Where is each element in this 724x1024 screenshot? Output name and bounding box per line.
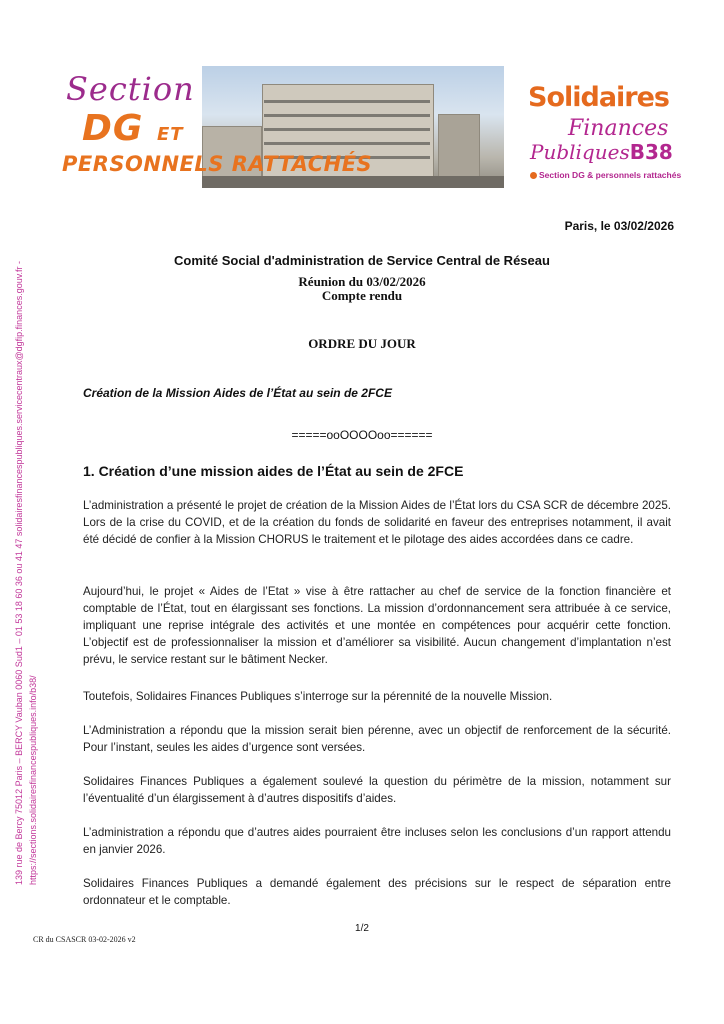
- report-subtitle: Compte rendu: [321, 288, 403, 303]
- section-heading: 1. Création d’une mission aides de l’État au sein de 2FCE: [83, 463, 464, 479]
- solidaires-logo: [524, 72, 682, 182]
- banner-dg-text: DG ET: [82, 108, 184, 149]
- logo-solidaires-text: Solidaires: [528, 82, 670, 113]
- date-line: Paris, le 03/02/2026: [564, 219, 674, 233]
- section-banner: [62, 60, 504, 188]
- paragraph: L’Administration a répondu que la mission serait bien pérenne, avec un objectif de renforcement de la sécurité. Pour l’instant, seules les aides d’urgence sont versées.: [83, 724, 671, 754]
- meeting-date-title: Réunion du 03/02/2026: [298, 274, 426, 289]
- agenda-item: Création de la Mission Aides de l’État au sein de 2FCE: [83, 386, 392, 400]
- logo-tagline: Section DG & personnels rattachés: [530, 170, 681, 180]
- separator: =====ooOOOOoo======: [291, 428, 433, 442]
- paragraph: L’administration a présenté le projet de création de la Mission Aides de l’État lors du CSA SCR de décembre 2025. Lors de la crise du COVID, et de la création du fonds de solidarité en faveur des entreprises notamment, il avait été décidé de confier à la Mission CHORUS le traitement et le pilotage des aides accordées dans ce cadre.: [83, 499, 671, 546]
- paragraph: L’administration a répondu que d’autres aides pourraient être incluses selon les conclusions d’un rapport attendu en janvier 2026.: [83, 826, 671, 856]
- paragraph: Solidaires Finances Publiques a également soulevé la question du périmètre de la mission, notamment sur l’éventualité d’un élargissement à d’autres dispositifs d’aides.: [83, 775, 671, 805]
- document-footer: CR du CSASCR 03-02-2026 v2: [33, 935, 136, 944]
- banner-personnels-text: PERSONNELS RATTACHÉS: [62, 152, 373, 176]
- logo-dot-icon: [530, 172, 537, 179]
- side-address-line: 139 rue de Bercy 75012 Paris – BERCY Vauban 0060 Sud1 – 01 53 18 60 36 ou 41 47 solidairesfinancespubliques.servicecentraux@dgfip.finances.gouv.fr -: [14, 260, 24, 885]
- committee-title: Comité Social d'administration de Service Central de Réseau: [174, 253, 550, 268]
- page-number: 1/2: [355, 923, 369, 934]
- agenda-heading: ORDRE DU JOUR: [308, 336, 416, 351]
- paragraph: Aujourd’hui, le projet « Aides de l’Etat » vise à être rattacher au chef de service de la fonction financière et comptable de l’État, tout en élargissant ses fonctions. La mission d’ordonnancement sera attribuée à ce service, impliquant une reprise intégrale des activités et une montée en compétences pour acquérir cette fonction. L’objectif est de professionnaliser la mission et d’améliorer sa visibilité. Aucun changement d’implantation n’est prévu, le service restant sur le bâtiment Necker.: [83, 585, 671, 666]
- logo-publiques-text: PubliquesB38: [530, 140, 673, 164]
- paragraph: Solidaires Finances Publiques a demandé également des précisions sur le respect de séparation entre ordonnateur et le comptable.: [83, 877, 671, 907]
- paragraph: Toutefois, Solidaires Finances Publiques s’interroge sur la pérennité de la nouvelle Mission.: [83, 690, 553, 703]
- side-address-text: [12, 225, 40, 885]
- side-url-link[interactable]: https://sections.solidairesfinancespubliques.info/b38/: [28, 675, 38, 885]
- logo-finances-text: Finances: [568, 116, 669, 141]
- banner-section-text: Section: [66, 70, 195, 108]
